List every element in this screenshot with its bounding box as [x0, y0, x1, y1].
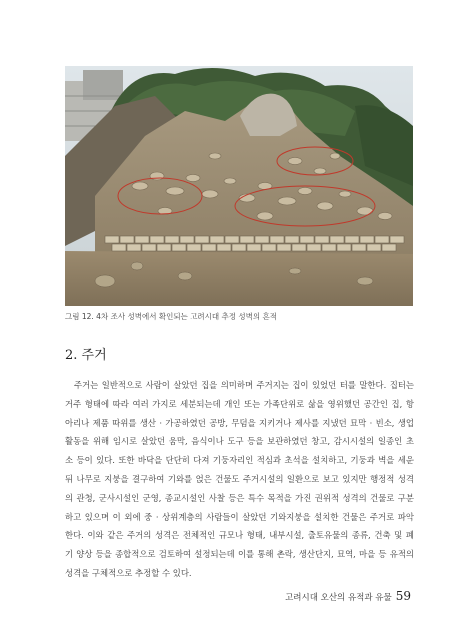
excavation-photo — [65, 66, 413, 306]
body-line: 뒤 나무로 지붕을 결구하여 기와를 얹은 건물도 주거시설의 일환으로 보고 있지만 행정적 성격 — [65, 473, 414, 484]
page-number: 59 — [395, 589, 411, 603]
body-line: 한다. 이와 같은 주거의 성격은 전체적인 규모나 형태, 내부시설, 출토유물의 종류, 건축 및 폐 — [65, 530, 414, 541]
body-paragraph — [65, 376, 414, 583]
body-line: 활동을 위해 임시로 살았던 움막, 음식이나 도구 등을 보관하였던 창고, 감시시설의 일종인 초 — [65, 436, 414, 447]
body-line: 거주 형태에 따라 여러 가지로 세분되는데 개인 또는 가족단위로 삶을 영위했던 공간인 집, 항 — [65, 398, 414, 409]
body-line: 의 관청, 군사시설인 군영, 종교시설인 사찰 등은 특수 목적을 가진 권위적 성격의 건물로 구분 — [65, 492, 414, 503]
page-footer — [285, 589, 411, 603]
section-title: 2. 주거 — [65, 348, 107, 363]
body-line: 성격을 구체적으로 추정할 수 있다. — [65, 567, 192, 578]
body-line: 주거는 일반적으로 사람이 살았던 집을 의미하며 주거지는 집이 있었던 터를 말한다. 집터는 — [74, 380, 414, 390]
body-line: 소 등이 있다. 또한 바닥을 단단히 다져 기둥자리인 적심과 초석을 설치하고, 기둥과 벽을 세운 — [65, 455, 414, 466]
body-line: 기 양상 등을 종합적으로 검토하여 설정되는데 이를 통해 촌락, 생산단지, 묘역, 마을 등 유적의 — [65, 549, 414, 560]
body-line: 하고 있으며 이 외에 중 · 상위계층의 사람들이 살았던 기와지붕을 설치한 건물은 주거로 파악 — [65, 511, 414, 522]
body-line: 아리나 제품 따위를 생산 · 가공하였던 공방, 무덤을 지키거나 제사를 지냈던 묘막 · 빈소, 생업 — [65, 417, 414, 428]
running-title: 고려시대 오산의 유적과 유물 — [285, 593, 392, 603]
figure-caption: 그림 12. 4차 조사 성벽에서 확인되는 고려시대 추정 성벽의 흔적 — [65, 312, 278, 321]
